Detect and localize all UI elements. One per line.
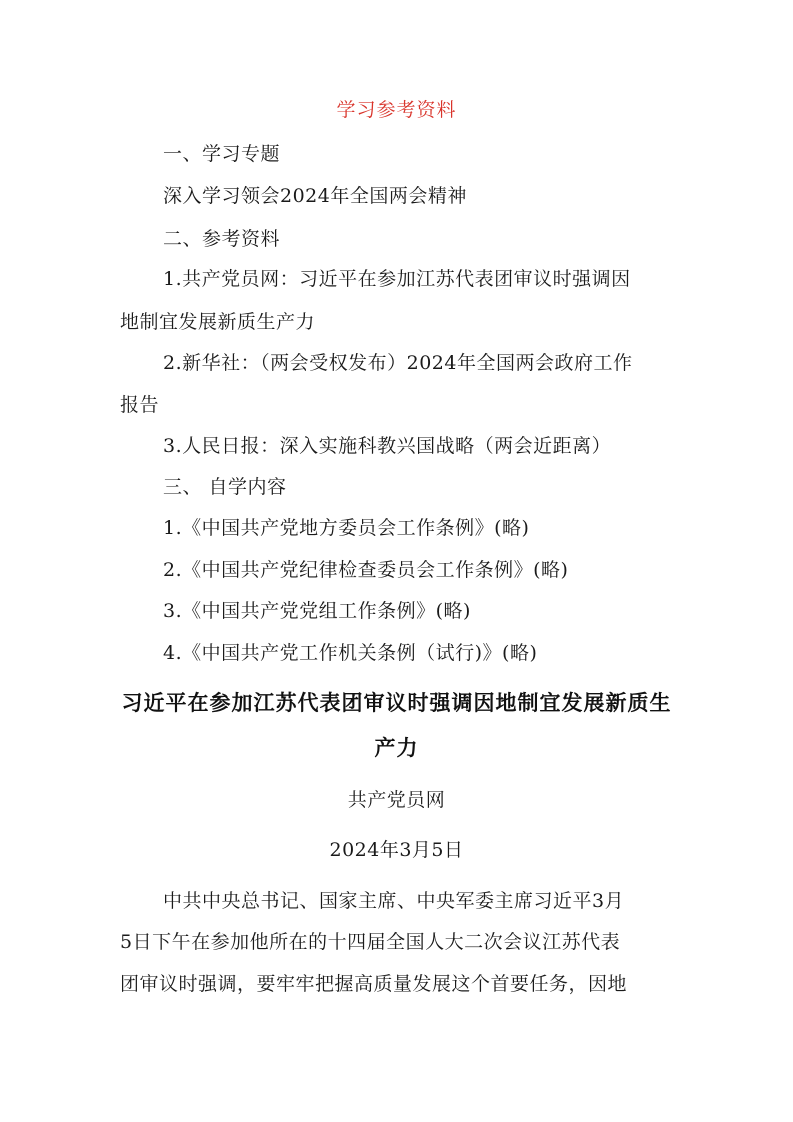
section-heading-study-topic: 一、学习专题 <box>163 143 281 165</box>
article-body-line2: 5日下午在参加他所在的十四届全国人大二次会议江苏代表 <box>120 931 621 953</box>
reference-item-2-line1: 2.新华社：（两会受权发布）2024年全国两会政府工作 <box>163 352 633 374</box>
article-body-line1: 中共中央总书记、国家主席、中央军委主席习近平3月 <box>163 890 625 912</box>
article-source: 共产党员网 <box>347 789 446 811</box>
self-study-item-4: 4.《中国共产党工作机关条例（试行)》(略) <box>163 642 538 664</box>
self-study-item-3: 3.《中国共产党党组工作条例》(略) <box>163 600 471 622</box>
reference-item-1-line2: 地制宜发展新质生产力 <box>120 311 316 333</box>
reference-item-2-line2: 报告 <box>120 394 160 416</box>
article-title-line2: 产力 <box>374 736 419 760</box>
section-heading-references: 二、参考资料 <box>163 228 281 250</box>
self-study-item-2: 2.《中国共产党纪律检查委员会工作条例》(略) <box>163 559 569 581</box>
article-title-line1: 习近平在参加江苏代表团审议时强调因地制宜发展新质生 <box>121 691 672 715</box>
article-date: 2024年3月5日 <box>329 839 464 861</box>
reference-item-1-line1: 1.共产党员网：习近平在参加江苏代表团审议时强调因 <box>163 268 631 290</box>
self-study-item-1: 1.《中国共产党地方委员会工作条例》(略) <box>163 517 530 539</box>
study-topic-text: 深入学习领会2024年全国两会精神 <box>163 185 467 207</box>
article-body-line3: 团审议时强调，要牢牢把握高质量发展这个首要任务，因地 <box>120 973 628 995</box>
section-heading-self-study: 三、 自学内容 <box>163 476 287 498</box>
document-title: 学习参考资料 <box>336 99 457 121</box>
reference-item-3: 3.人民日报：深入实施科教兴国战略（两会近距离） <box>163 435 612 457</box>
